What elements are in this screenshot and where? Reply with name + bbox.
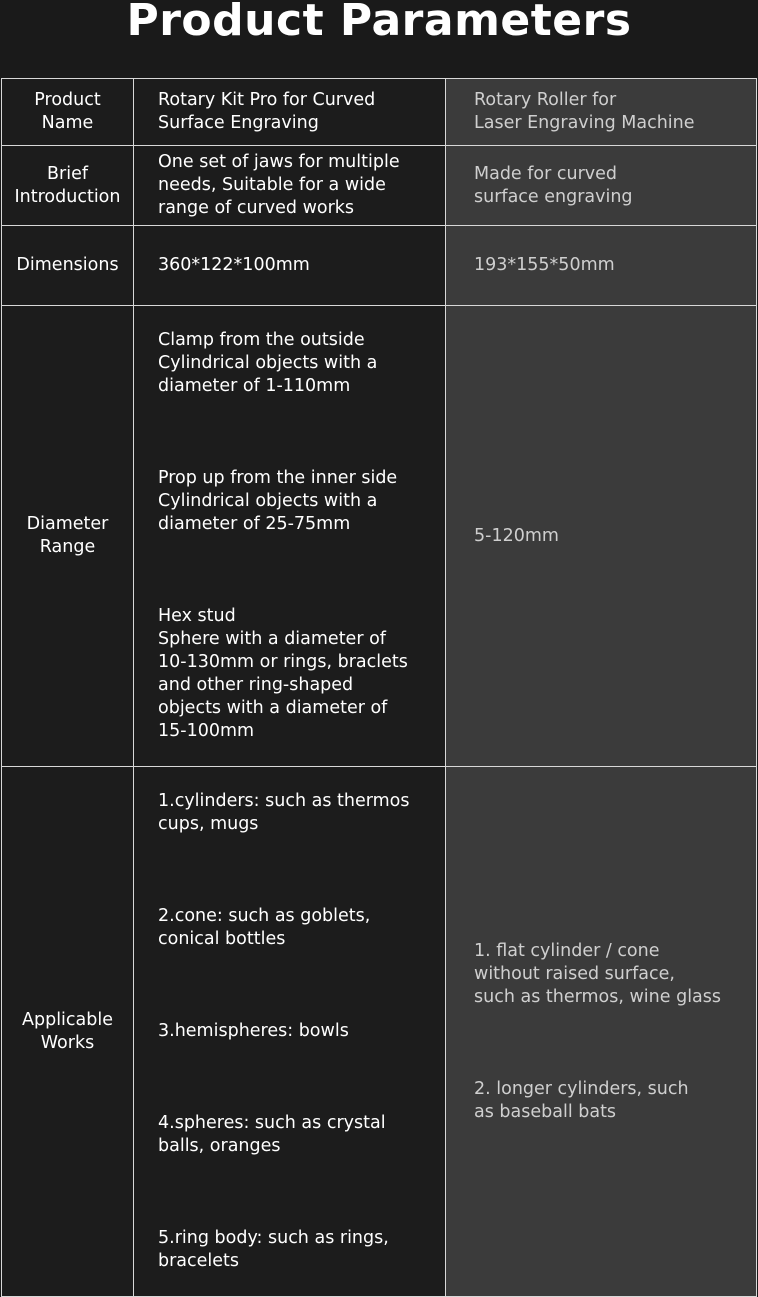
kit-cell: One set of jaws for multiple needs, Suitable for a wide range of curved works [134, 146, 446, 226]
roller-paragraph: 1. flat cylinder / cone without raised surface, such as thermos, wine glass [474, 940, 722, 1007]
kit-paragraph: 1.cylinders: such as thermos cups, mugs [158, 791, 410, 834]
kit-paragraph: Prop up from the inner side Cylindrical objects with a diameter of 25-75mm [158, 468, 398, 534]
kit-paragraph: 4.spheres: such as crystal balls, oranges [158, 1113, 386, 1156]
table-row-dimensions [2, 226, 757, 306]
table-row-product-name [2, 79, 757, 146]
roller-cell: 193*155*50mm [446, 226, 757, 306]
kit-paragraph: 5.ring body: such as rings, bracelets [158, 1228, 389, 1271]
row-label: Diameter Range [2, 306, 134, 767]
parameters-table [1, 78, 757, 1297]
kit-paragraph: 3.hemispheres: bowls [158, 1021, 349, 1041]
kit-paragraph: Clamp from the outside Cylindrical objects with a diameter of 1-110mm [158, 330, 378, 396]
roller-cell: Rotary Roller for Laser Engraving Machine [446, 79, 757, 146]
roller-cell: Made for curved surface engraving [446, 146, 757, 226]
roller-paragraph: 2. longer cylinders, such as baseball bats [474, 1078, 689, 1122]
table-row-applicable-works [2, 767, 757, 1297]
table-row-brief-introduction [2, 146, 757, 226]
row-label: Applicable Works [2, 767, 134, 1297]
kit-cell: Rotary Kit Pro for Curved Surface Engraving [134, 79, 446, 146]
row-label: Dimensions [2, 226, 134, 306]
kit-cell [134, 306, 446, 767]
row-label: Brief Introduction [2, 146, 134, 226]
row-label: Product Name [2, 79, 134, 146]
kit-paragraph: Hex stud Sphere with a diameter of 10-130mm or rings, braclets and other ring-shaped objects with a diameter of 15-100mm [158, 606, 408, 741]
table-row-diameter-range [2, 306, 757, 767]
kit-paragraph: 2.cone: such as goblets, conical bottles [158, 906, 371, 949]
page-title: Product Parameters [126, 0, 632, 46]
kit-cell [134, 767, 446, 1297]
kit-cell: 360*122*100mm [134, 226, 446, 306]
roller-cell: 5-120mm [446, 306, 757, 767]
roller-cell [446, 767, 757, 1297]
